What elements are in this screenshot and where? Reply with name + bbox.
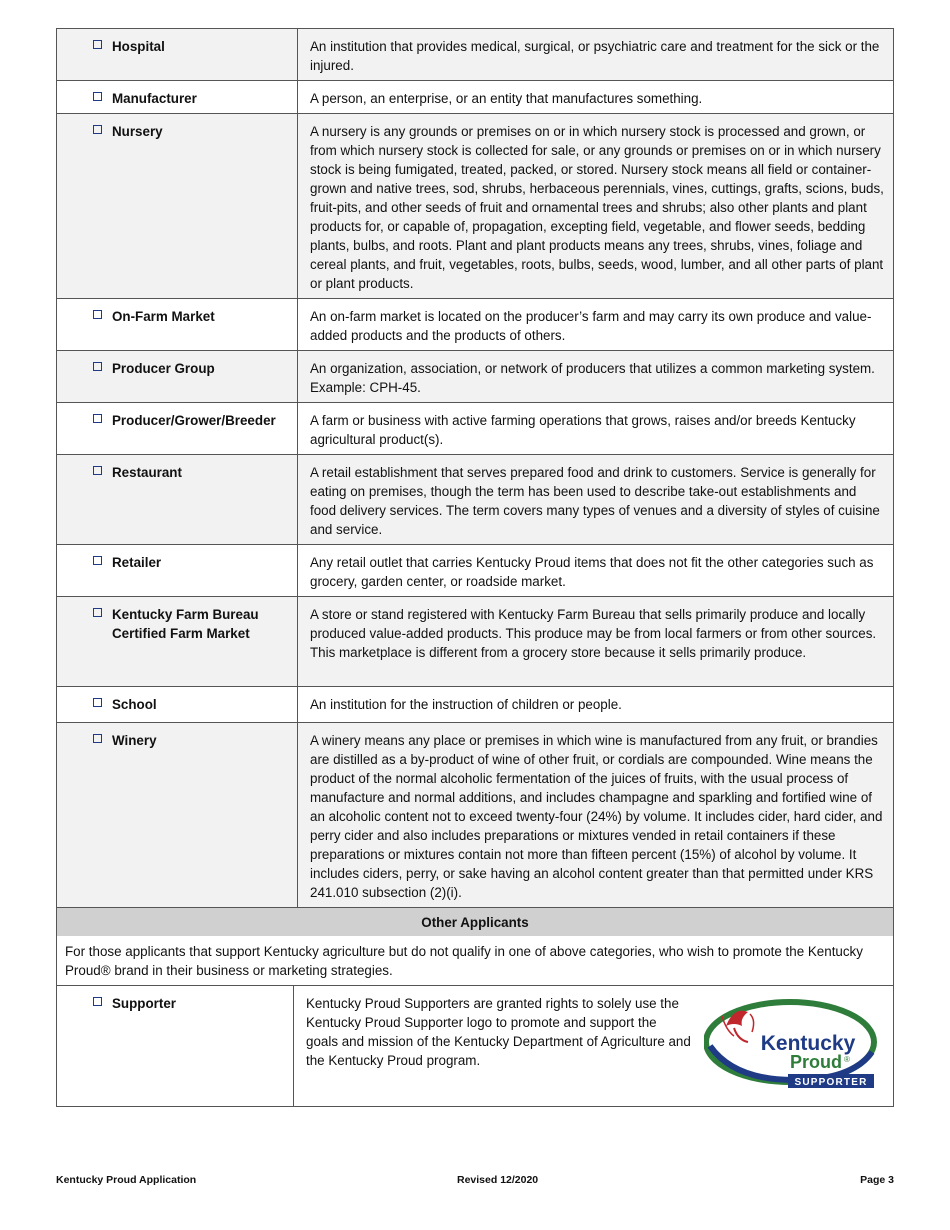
category-description: A store or stand registered with Kentucky Farm Bureau that sells primarily produce and locally produced value-added products. This produce may be from local farmers or from other sources. This marketplace is different from a grocery store because it sells primarily produce. — [310, 607, 877, 660]
category-row-restaurant — [57, 455, 893, 545]
category-cell — [57, 114, 298, 298]
page-footer — [56, 1174, 894, 1190]
category-cell — [57, 545, 298, 596]
category-description: A farm or business with active farming operations that grows, raises and/or breeds Kentucky agricultural product(s). — [310, 413, 856, 447]
category-cell — [57, 597, 298, 686]
category-label: Retailer — [112, 555, 162, 570]
category-cell — [57, 403, 298, 454]
checkbox-icon[interactable] — [93, 608, 102, 617]
category-label: On-Farm Market — [112, 309, 215, 324]
category-row-nursery — [57, 114, 893, 299]
category-row-retailer — [57, 545, 893, 597]
category-description: An institution for the instruction of children or people. — [310, 697, 622, 712]
category-row-farm-bureau-market — [57, 597, 893, 687]
checkbox-icon[interactable] — [93, 734, 102, 743]
other-applicants-intro: For those applicants that support Kentucky agriculture but do not qualify in one of above categories, who wish to promote the Kentucky Proud® brand in their business or marketing strategies. — [57, 936, 893, 985]
checkbox-icon[interactable] — [93, 698, 102, 707]
category-description: A winery means any place or premises in which wine is manufactured from any fruit, or brandies are distilled as a by-product of wine of other fruit, or cordials are compounded. Wine means the product of the normal alcoholic fermentation of the juices of fruits, with the usual process of manufacture and normal additions, and includes champagne and sparkling and fortified wine of an alcoholic content not to exceed twenty-four (24%) by volume. It includes cider, hard cider, and perry cider and also includes preparations or mixtures vended in retail containers if these preparations or mixtures contain not more than fifteen percent (15%) of alcohol by volume. It includes ciders, perry, or sake having an alcohol content greater than that permitted under KRS 241.010 subsection (2)(i). — [310, 733, 883, 900]
supporter-description-cell — [294, 986, 893, 1106]
category-table — [56, 28, 894, 1107]
category-description: Any retail outlet that carries Kentucky Proud items that does not fit the other categories such as grocery, garden center, or roadside market. — [310, 555, 874, 589]
category-description: An on-farm market is located on the producer’s farm and may carry its own produce and value-added products and the products of others. — [310, 309, 872, 343]
category-row-school — [57, 687, 893, 723]
category-cell — [57, 723, 298, 907]
category-cell — [57, 81, 298, 113]
category-label: Supporter — [112, 996, 176, 1011]
category-description: A retail establishment that serves prepared food and drink to customers. Service is generally for eating on premises, though the term has been used to describe take-out establishments and food delivery services. The term covers many types of venues and a diversity of styles of cuisine and service. — [310, 465, 880, 537]
category-description: A person, an enterprise, or an entity that manufactures something. — [310, 91, 703, 106]
footer-document-title: Kentucky Proud Application — [56, 1174, 197, 1186]
logo-text-supporter: SUPPORTER — [794, 1077, 868, 1088]
category-cell — [57, 29, 298, 80]
checkbox-icon[interactable] — [93, 92, 102, 101]
category-description: A nursery is any grounds or premises on or in which nursery stock is processed and grown, or from which nursery stock is collected for sale, or any grounds or premises on or in which nursery stock is being fumigated, treated, packed, or stored. Nursery stock means all field or container-grown and native trees, sod, shrubs, herbaceous perennials, vines, cuttings, grafts, scions, buds, fruit-pits, and other seeds of fruit and ornamental trees and shrubs; also other plants and plant products for, or capable of, propagation, excepting field, vegetable, and flower seeds, bedding plants, bulbs, and roots. Plant and plant products means any trees, shrubs, vines, foliage and cereal plants, and fruit, vegetables, roots, bulbs, seeds, wood, lumber, and all other parts of plant or plant products. — [310, 124, 884, 291]
category-cell — [57, 351, 298, 402]
checkbox-icon[interactable] — [93, 556, 102, 565]
category-description: An institution that provides medical, surgical, or psychiatric care and treatment for the sick or the injured. — [310, 39, 880, 73]
other-applicants-header: Other Applicants — [57, 908, 893, 936]
category-label: Nursery — [112, 124, 163, 139]
checkbox-icon[interactable] — [93, 125, 102, 134]
category-row-producer-group — [57, 351, 893, 403]
category-label: Kentucky Farm Bureau Certified Farm Market — [112, 607, 259, 641]
footer-page-number: Page 3 — [860, 1174, 894, 1186]
category-label: Winery — [112, 733, 157, 748]
category-row-producer-grower-breeder — [57, 403, 893, 455]
category-row-winery — [57, 723, 893, 908]
checkbox-icon[interactable] — [93, 310, 102, 319]
category-label: Manufacturer — [112, 91, 197, 106]
category-cell — [57, 986, 294, 1106]
checkbox-icon[interactable] — [93, 466, 102, 475]
category-description: An organization, association, or network of producers that utilizes a common marketing system. Example: CPH-45. — [310, 361, 875, 395]
category-cell — [57, 299, 298, 350]
category-label: Restaurant — [112, 465, 182, 480]
category-row-supporter — [57, 985, 893, 1107]
category-cell — [57, 455, 298, 544]
category-cell — [57, 687, 298, 722]
category-row-manufacturer — [57, 81, 893, 114]
logo-text-kentucky: Kentucky — [760, 1032, 856, 1055]
category-label: School — [112, 697, 157, 712]
logo-text-proud: Proud — [790, 1052, 842, 1072]
kentucky-proud-supporter-logo — [704, 996, 880, 1092]
category-row-hospital — [57, 29, 893, 81]
supporter-description: Kentucky Proud Supporters are granted rights to solely use the Kentucky Proud Supporter logo to promote and support the goals and mission of the Kentucky Department of Agriculture and the Kentucky Proud program. — [306, 996, 691, 1068]
checkbox-icon[interactable] — [93, 40, 102, 49]
checkbox-icon[interactable] — [93, 362, 102, 371]
logo-registered-mark: ® — [844, 1055, 850, 1064]
category-row-on-farm-market — [57, 299, 893, 351]
footer-revision: Revised 12/2020 — [457, 1174, 539, 1186]
category-label: Producer Group — [112, 361, 215, 376]
category-label: Hospital — [112, 39, 165, 54]
checkbox-icon[interactable] — [93, 414, 102, 423]
checkbox-icon[interactable] — [93, 997, 102, 1006]
category-label: Producer/Grower/Breeder — [112, 413, 276, 428]
